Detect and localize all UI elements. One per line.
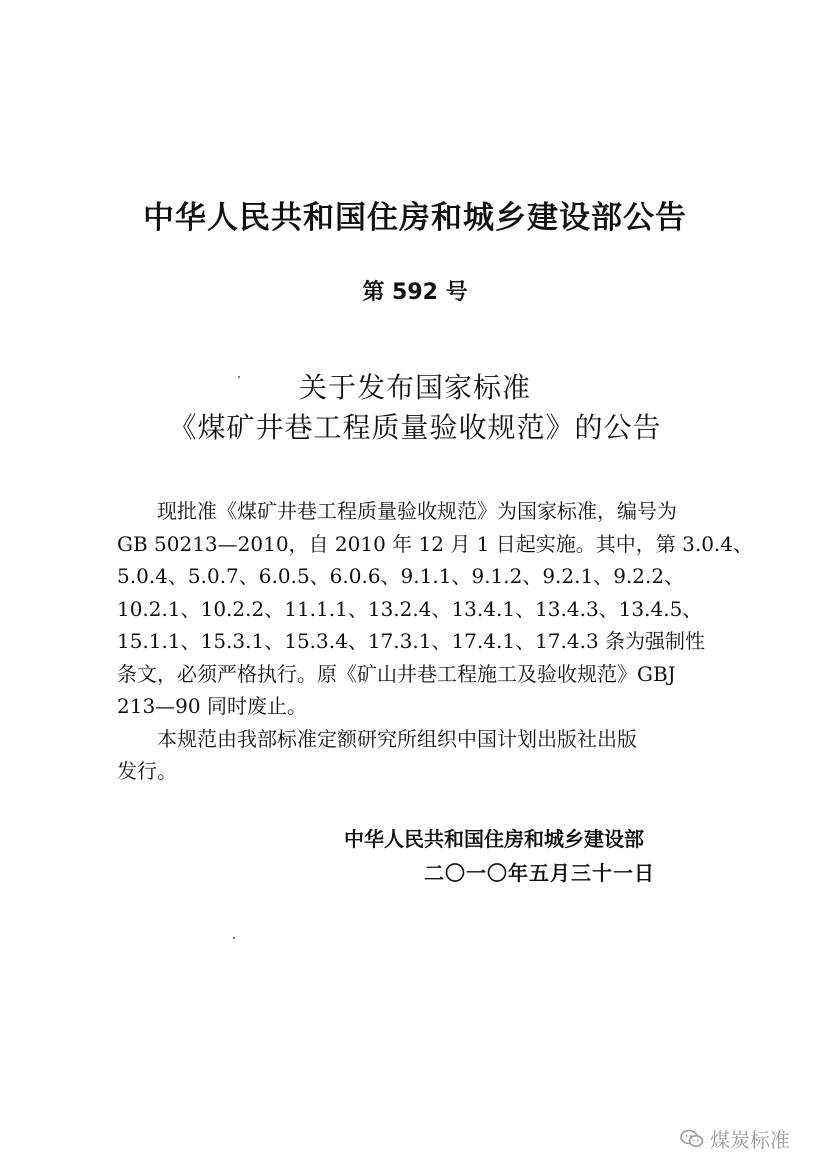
scan-speck bbox=[238, 376, 240, 378]
body-line: 现批准《煤矿井巷工程质量验收规范》为国家标准，编号为 bbox=[117, 499, 677, 523]
body-line: 10.2.1、10.2.2、11.1.1、13.2.4、13.4.1、13.4.3、13.4.5、 bbox=[117, 596, 703, 621]
page-title: 中华人民共和国住房和城乡建设部公告 bbox=[143, 200, 687, 236]
announcement-body bbox=[117, 495, 754, 788]
body-line: 本规范由我部标准定额研究所组织中国计划出版社出版 bbox=[117, 726, 637, 751]
body-line: 15.1.1、15.3.1、15.3.4、17.3.1、17.4.1、17.4.3 条为强制性 bbox=[117, 629, 706, 653]
watermark-text: 煤炭标准 bbox=[710, 1128, 790, 1152]
signature-date: 二〇一〇年五月三十一日 bbox=[424, 861, 655, 885]
announcement-number: 第 592 号 bbox=[362, 280, 468, 305]
watermark bbox=[680, 1124, 790, 1153]
body-line: GB 50213—2010，自 2010 年 12 月 1 日起实施。其中，第 3.0.4、 bbox=[117, 531, 754, 556]
wechat-icon bbox=[680, 1129, 704, 1149]
subtitle-line-1: 关于发布国家标准 bbox=[298, 371, 531, 404]
signature-organization: 中华人民共和国住房和城乡建设部 bbox=[344, 827, 644, 851]
body-line: 条文，必须严格执行。原《矿山井巷工程施工及验收规范》GBJ bbox=[117, 661, 676, 686]
body-line: 发行。 bbox=[117, 759, 177, 783]
subtitle-line-2: 《煤矿井巷工程质量验收规范》的公告 bbox=[168, 411, 662, 444]
scan-speck bbox=[233, 937, 235, 939]
body-line: 5.0.4、5.0.7、6.0.5、6.0.6、9.1.1、9.1.2、9.2.1、9.2.2、 bbox=[117, 564, 685, 588]
body-line: 213—90 同时废止。 bbox=[117, 694, 307, 718]
